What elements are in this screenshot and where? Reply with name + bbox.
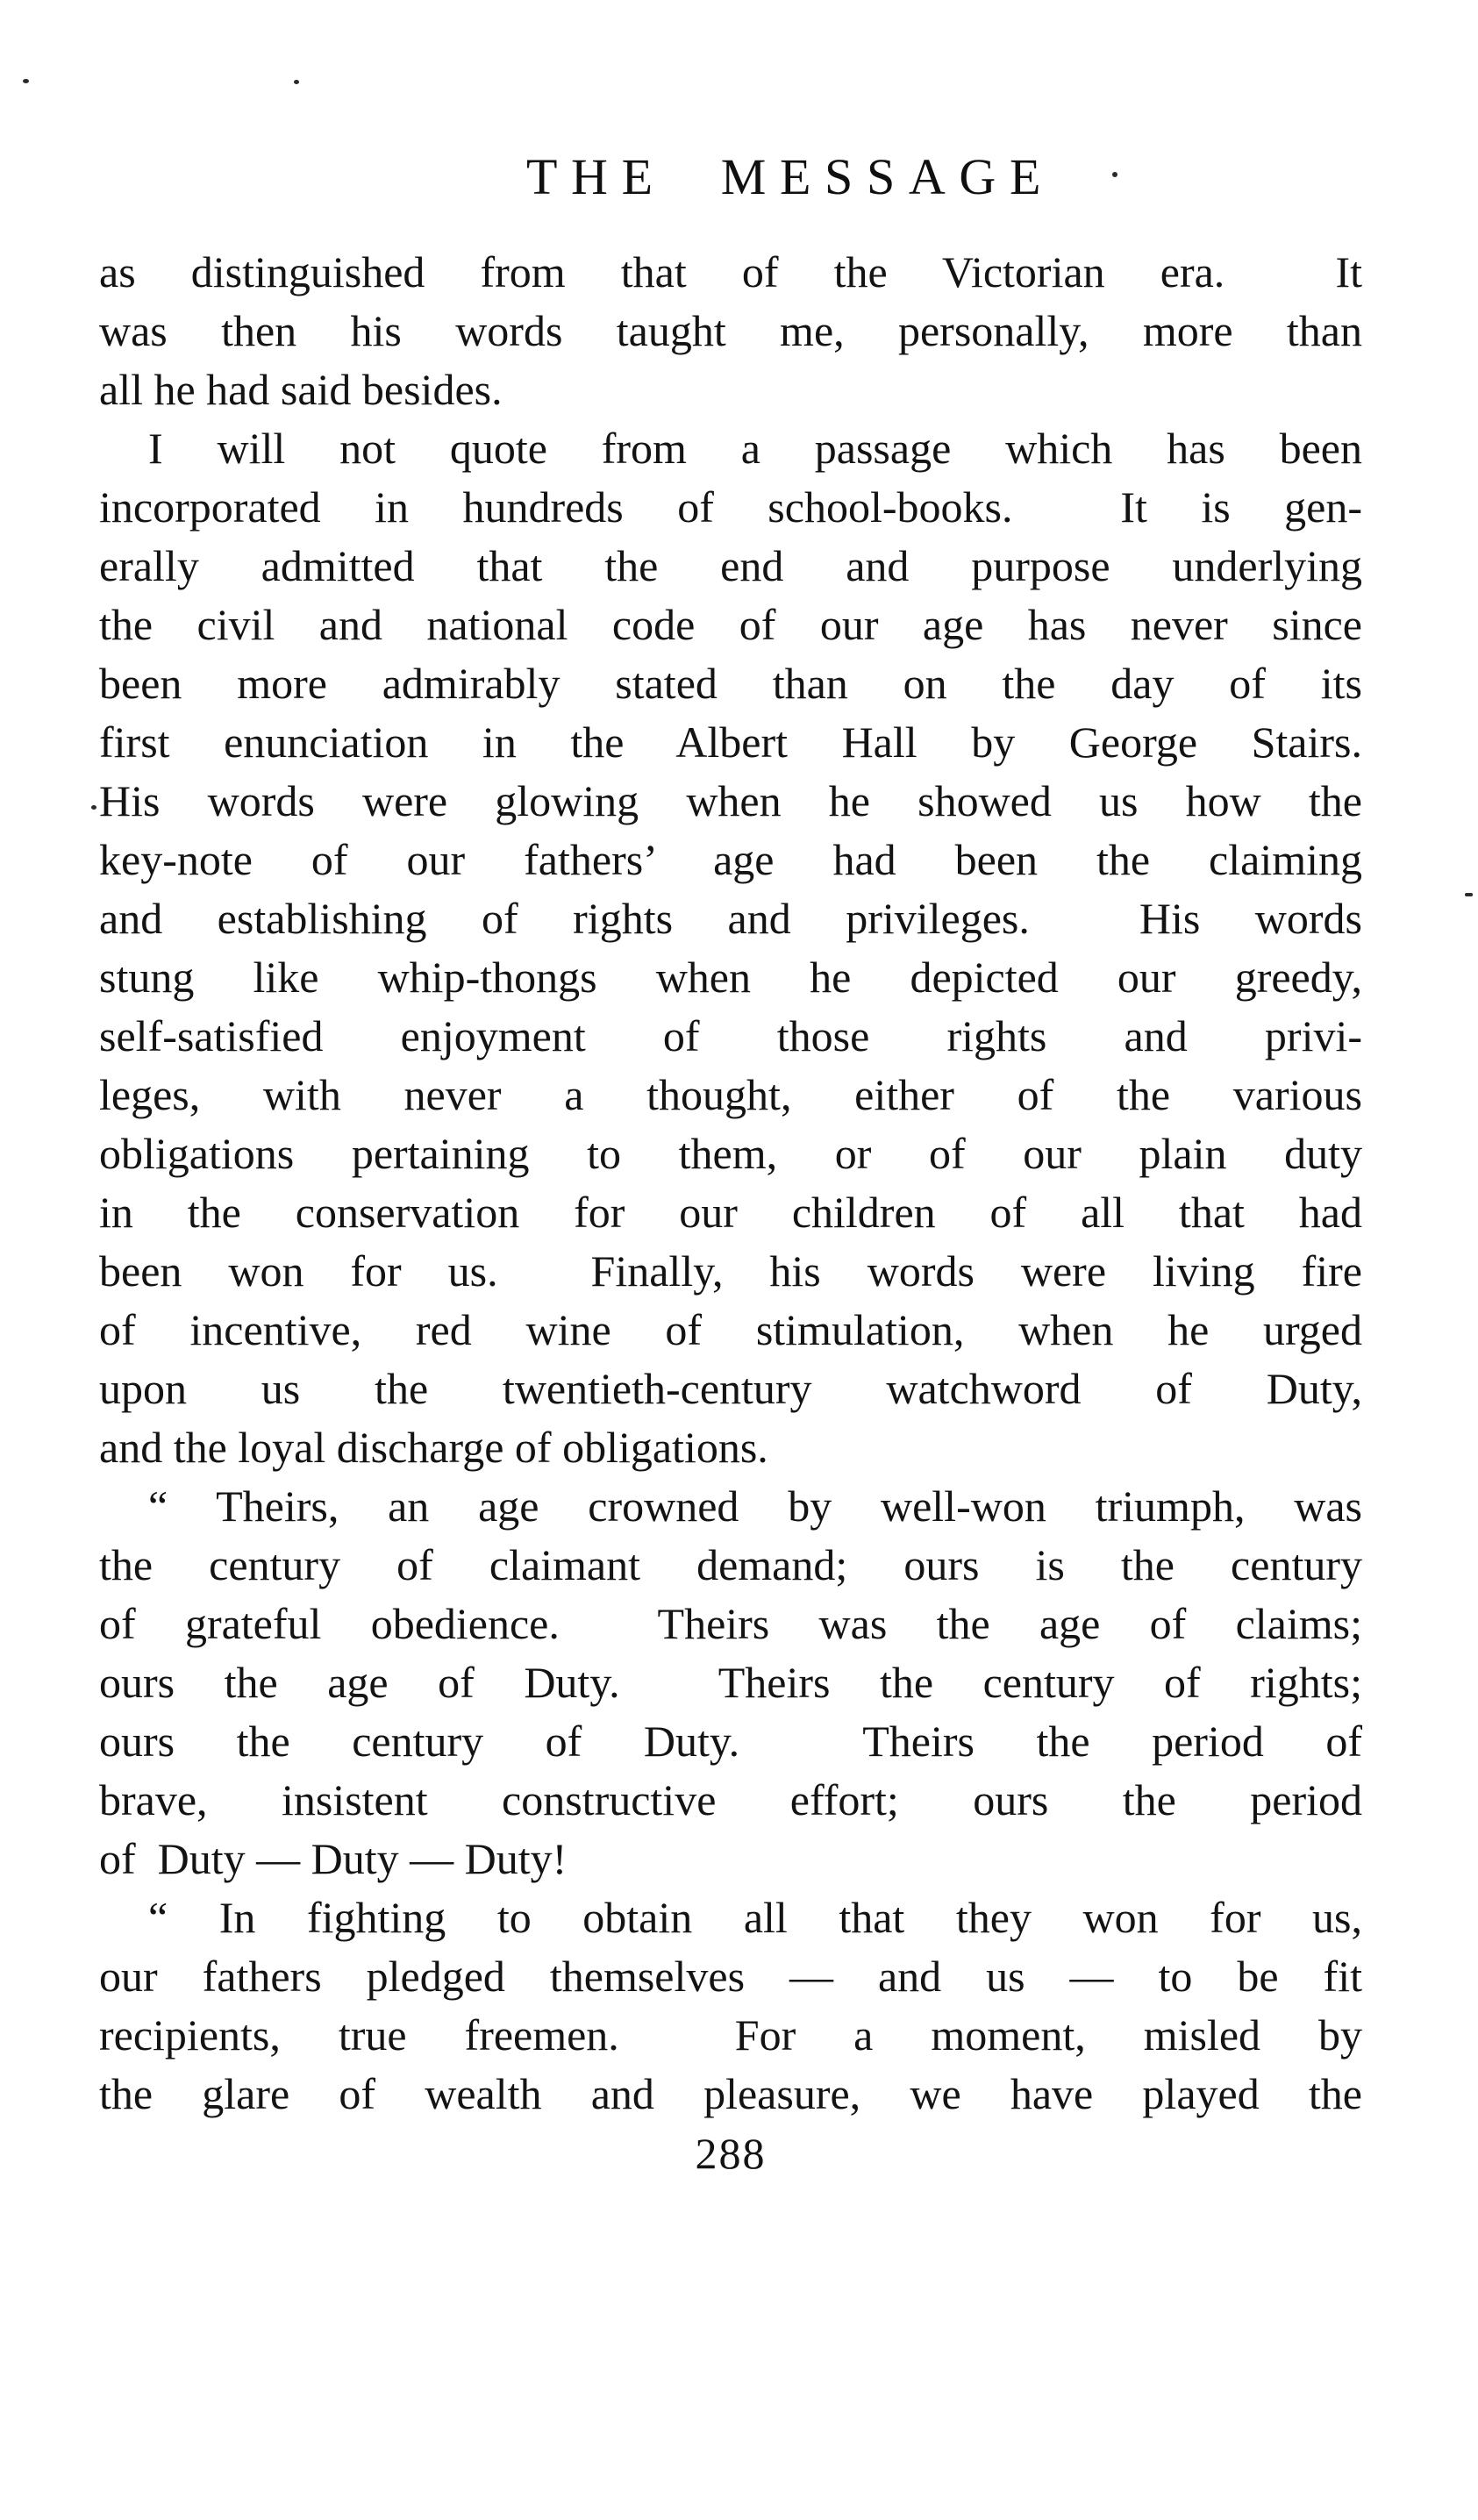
page-title: THE MESSAGE	[525, 148, 1055, 205]
text-line: all he had said besides.	[99, 365, 503, 414]
body-text	[99, 243, 1362, 2124]
text-line: brave, insistent constructive effort; ours the period	[99, 1775, 1362, 1824]
text-line: “ In fighting to obtain all that they won for us,	[148, 1893, 1362, 1942]
text-line: and the loyal discharge of obligations.	[99, 1423, 768, 1472]
text-line: ours the century of Duty. Theirs the period of	[99, 1717, 1362, 1766]
text-line: incorporated in hundreds of school-books. It is gen-	[99, 482, 1362, 532]
scan-speck	[1112, 172, 1117, 177]
text-line: been won for us. Finally, his words were living fire	[99, 1246, 1362, 1296]
text-line: in the conservation for our children of all that had	[99, 1188, 1362, 1237]
text-line: recipients, true freemen. For a moment, misled by	[99, 2010, 1362, 2060]
text-line: was then his words taught me, personally, more than	[99, 306, 1362, 355]
text-line: ours the age of Duty. Theirs the century of rights;	[99, 1658, 1362, 1707]
page-number: 288	[695, 2129, 767, 2178]
text-line: and establishing of rights and privileges. His words	[99, 894, 1362, 943]
text-line: “ Theirs, an age crowned by well-won triumph, was	[148, 1481, 1362, 1531]
text-line: of Duty — Duty — Duty!	[99, 1834, 568, 1883]
text-line: key-note of our fathers’ age had been the claiming	[99, 835, 1362, 884]
scan-speck	[23, 79, 29, 83]
scan-speck	[294, 80, 299, 84]
text-line: our fathers pledged themselves — and us — to be fit	[99, 1952, 1362, 2001]
text-line: of incentive, red wine of stimulation, when he urged	[99, 1305, 1362, 1354]
text-line: His words were glowing when he showed us how the	[99, 776, 1362, 825]
text-line: as distinguished from that of the Victorian era. It	[99, 247, 1362, 296]
text-line: leges, with never a thought, either of the various	[99, 1070, 1362, 1119]
text-line: the glare of wealth and pleasure, we have played the	[99, 2069, 1362, 2118]
scan-speck	[1465, 893, 1473, 896]
text-line: of grateful obedience. Theirs was the age of claims;	[99, 1599, 1362, 1648]
text-line: erally admitted that the end and purpose underlying	[99, 541, 1362, 590]
scan-speck	[91, 805, 96, 810]
text-line: obligations pertaining to them, or of our plain duty	[99, 1129, 1362, 1178]
text-line: stung like whip-thongs when he depicted our greedy,	[99, 953, 1362, 1002]
text-line: upon us the twentieth-century watchword of Duty,	[99, 1364, 1362, 1413]
text-line: the civil and national code of our age has never since	[99, 600, 1362, 649]
text-line: self-satisfied enjoyment of those rights and privi-	[99, 1011, 1362, 1060]
text-line: first enunciation in the Albert Hall by George Stairs.	[99, 717, 1362, 767]
text-line: been more admirably stated than on the day of its	[99, 659, 1362, 708]
text-line: I will not quote from a passage which has been	[148, 424, 1362, 473]
text-line: the century of claimant demand; ours is the century	[99, 1540, 1362, 1589]
